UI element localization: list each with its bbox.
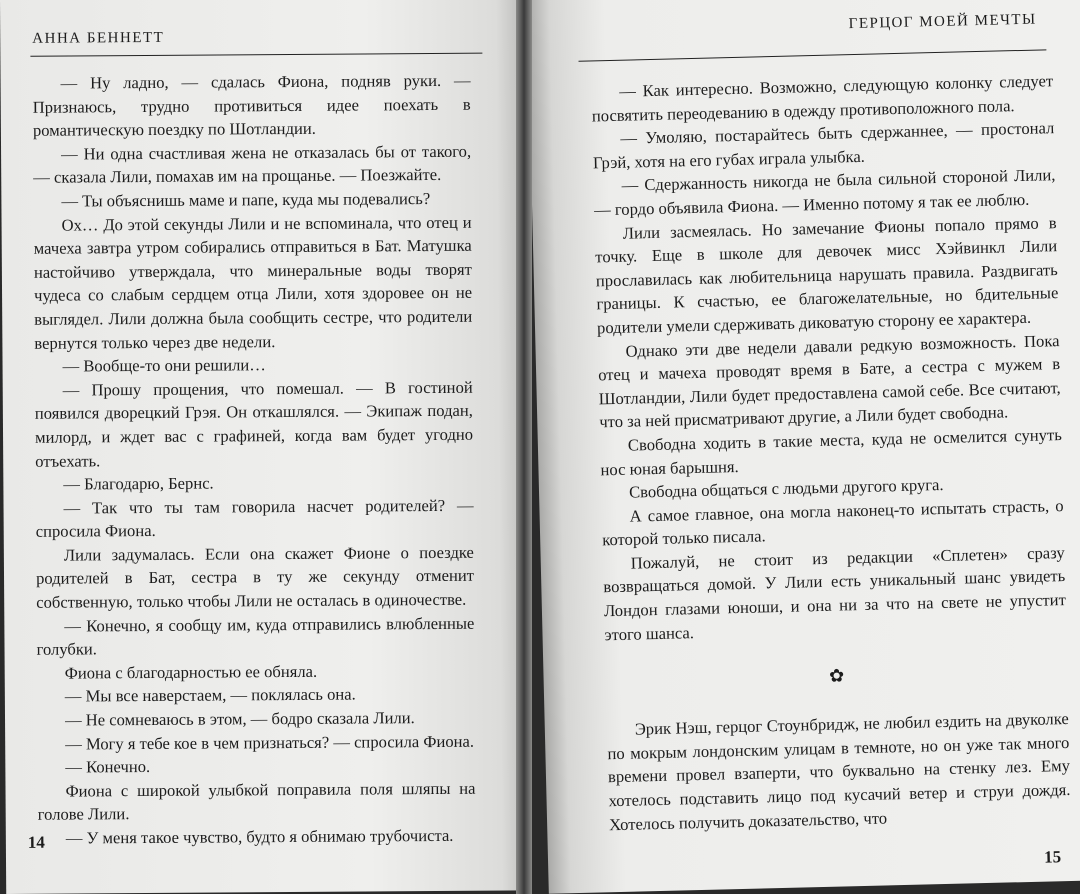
paragraph: Эрик Нэш, герцог Стоунбридж, не любил ездить на двуколке по мокрым лондонским улицам в темноте, но он уже так много времени провел взаперти, что буквально на стенку лез. Ему хотелось подставить лицо под кусачий ветер и струи дождя. Хотелось получить доказательство, что: [607, 709, 1071, 834]
paragraph: Ох… До этой секунды Лили и не вспоминала, что отец и мачеха завтра утром собирались отправиться в Бат. Матушка настойчиво утверждала, что минеральные воды творят чудеса со слабым сердцем отца Лили, хотя здоровее он не выглядел. Лили должна была сообщить сестре, что родители вернутся только через две недели.: [33, 212, 473, 353]
paragraph: — Благодарю, Бернс.: [63, 473, 214, 494]
paragraph: — Ни одна счастливая жена не отказалась бы от такого, — сказала Лили, помахав им на прощанье. — Поезжайте.: [33, 141, 472, 188]
paragraph: Свободна общаться с людьми другого круга.: [628, 475, 944, 502]
paragraph: — Конечно.: [65, 757, 151, 777]
paragraph: — Вообще-то они решили…: [62, 355, 266, 376]
paragraph: — Ты объяснишь маме и папе, куда мы подевались?: [61, 188, 431, 211]
paragraph: Пожалуй, не стоит из редакции «Сплетен» сразу возвращаться домой. У Лили есть уникальный шанс увидеть Лондон глазами юноши, и она ни за что на свете не упустит этого шанса.: [603, 542, 1067, 644]
paragraph: — Могу я тебе кое в чем признаться? — спросила Фиона.: [65, 731, 475, 754]
page-number-right: 15: [1043, 847, 1062, 867]
right-page-text: [591, 69, 1071, 836]
left-page: [0, 0, 528, 894]
running-head-author: АННА БЕННЕТТ: [32, 29, 165, 47]
paragraph: — Не сомневаюсь в этом, — бодро сказала Лили.: [64, 708, 415, 730]
left-page-text: [33, 69, 476, 851]
paragraph: — Мы все наверстаем, — поклялась она.: [64, 684, 356, 707]
paragraph: — Как интересно. Возможно, следующую колонку следует посвятить переодеванию в одежду противоположного пола.: [591, 71, 1054, 126]
paragraph: — У меня такое чувство, будто я обнимаю трубочиста.: [65, 825, 454, 848]
paragraph: Однако эти две недели давали редкую возможность. Пока отец и мачеха проводят время в Бате, а сестра с мужем в Шотландии, Лили будет предоставлена самой себе. Все считают, что за ней присматривают другие, а Лили будет свободна.: [597, 330, 1061, 432]
paragraph: — Умоляю, постарайтесь быть сдержаннее, — простонал Грэй, хотя на его губах играла улыбка.: [592, 118, 1055, 173]
paragraph: Фиона с широкой улыбкой поправила поля шляпы на голове Лили.: [37, 778, 476, 825]
paragraph: — Так что ты там говорила насчет родителей? — спросила Фиона.: [35, 495, 474, 542]
paragraph: Свободна ходить в такие места, куда не осмелится сунуть нос юная барышня.: [600, 424, 1063, 479]
paragraph: Лили задумалась. Если она скажет Фионе о поездке родителей в Бат, сестра в ту же секунду отменит собственную, только чтобы Лили не осталась в одиночестве.: [35, 542, 475, 612]
paragraph: — Конечно, я сообщу им, куда отправились влюбленные голубки.: [36, 613, 475, 660]
paragraph: Фиона с благодарностью ее обняла.: [64, 661, 318, 683]
book-gutter: [516, 0, 532, 894]
page-number-left: 14: [27, 832, 45, 852]
paragraph: — Ну ладно, — сдалась Фиона, подняв руки. — Признаюсь, трудно противиться идее поехать в романтическую поездку по Шотландии.: [32, 70, 471, 140]
paragraph: А самое главное, она могла наконец-то испытать страсть, о которой только писала.: [601, 495, 1064, 550]
right-page: [527, 0, 1080, 894]
section-break-ornament-icon: ✿: [828, 665, 845, 687]
paragraph: — Сдержанность никогда не была сильной стороной Лили, — гордо объявила Фиона. — Именно потому я так ее люблю.: [593, 165, 1056, 220]
header-rule: [578, 49, 1046, 61]
paragraph: — Прошу прощения, что помешал. — В гостиной появился дворецкий Грэя. Он откашлялся. — Экипаж подан, милорд, и ждет вас с графиней, когда вам будет угодно отъехать.: [34, 377, 474, 471]
paragraph: Лили засмеялась. Но замечание Фионы попало прямо в точку. Еще в школе для девочек мисс Хэйвинкл Лили прославилась как любительница нарушать правила. Раздвигать границы. К счастью, ее благожелательные, но бдительные родители умели сдерживать диковатую сторону ее характера.: [595, 212, 1059, 338]
header-rule: [30, 53, 482, 57]
running-head-title: ГЕРЦОГ МОЕЙ МЕЧТЫ: [848, 11, 1037, 33]
